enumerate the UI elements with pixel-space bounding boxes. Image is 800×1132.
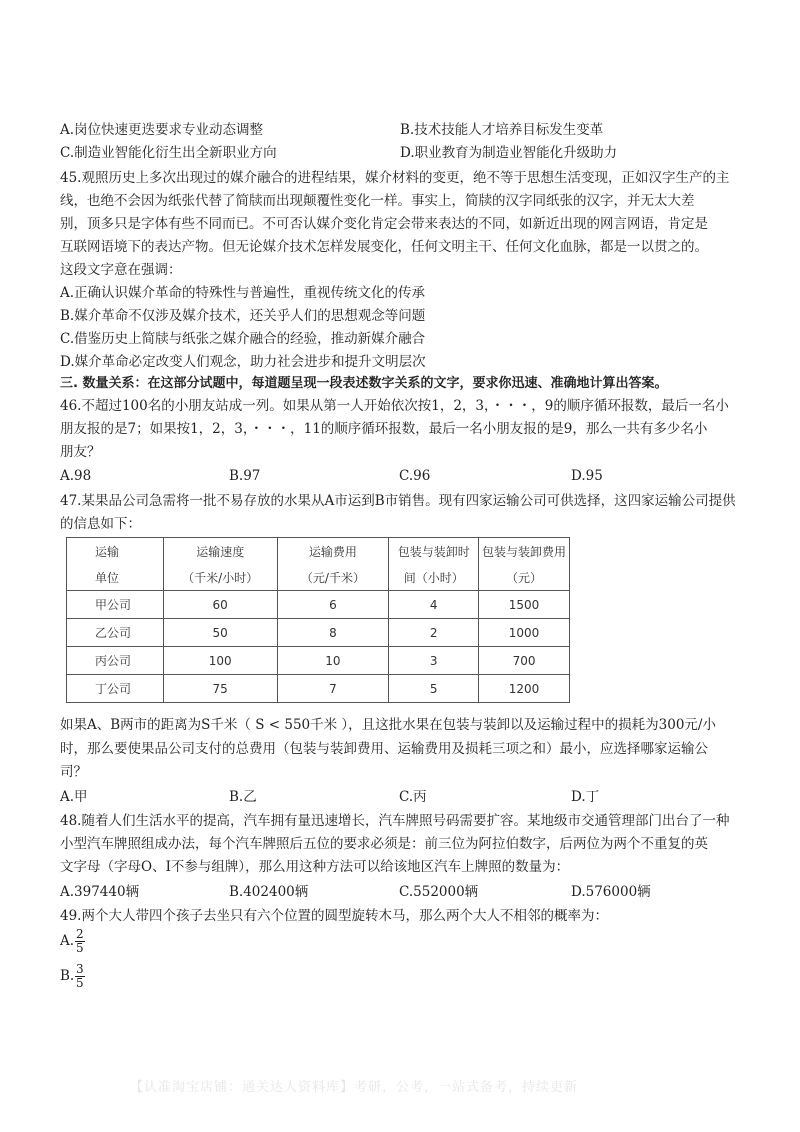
q46-option-a[interactable]: A.98: [60, 468, 92, 484]
table-cell: 7: [277, 675, 389, 703]
table-header-cell: 运输速度: [163, 538, 277, 565]
q46-option-d[interactable]: D.95: [571, 468, 603, 484]
q45-stem-line: 45.观照历史上多次出现过的媒介融合的进程结果，媒介材料的变更，绝不等于思想生活变现，正如汉字生产的主: [60, 170, 730, 186]
section-heading: 三. 数量关系：在这部分试题中，每道题呈现一段表述数字关系的文字，要求你迅速、准确地计算出答案。: [60, 376, 668, 391]
table-cell: 2: [389, 619, 479, 647]
table-cell: 700: [479, 647, 570, 675]
table-cell: 10: [277, 647, 389, 675]
q49-option-b[interactable]: [60, 966, 74, 986]
q45-option-d[interactable]: D.媒介革命必定改变人们观念，助力社会进步和提升文明层次: [60, 354, 426, 370]
q44-option-a[interactable]: A.岗位快速更迭要求专业动态调整: [60, 122, 264, 138]
q47-option-b[interactable]: B.乙: [229, 789, 257, 805]
q47-condition-line: 如果A、B两市的距离为S千米（ S < 550千米 ），且这批水果在包装与装卸以及运输过程中的损耗为300元/小: [60, 717, 716, 733]
table-cell: 8: [277, 619, 389, 647]
table-header-cell: 运输费用: [277, 538, 389, 565]
q48-option-c[interactable]: C.552000辆: [399, 884, 479, 900]
q46-option-c[interactable]: C.96: [399, 468, 431, 484]
q48-option-b[interactable]: B.402400辆: [229, 884, 309, 900]
q45-stem-line: 别，顶多只是字体有些不同而已。不可否认媒介变化肯定会带来表达的不同，如新近出现的网言网语，肯定是: [60, 216, 708, 232]
table-cell: 3: [389, 647, 479, 675]
table-header-row: [67, 538, 570, 565]
q47-option-c[interactable]: C.丙: [399, 789, 427, 805]
q45-option-a[interactable]: A.正确认识媒介革命的特殊性与普遍性，重视传统文化的传承: [60, 285, 426, 301]
q44-option-b[interactable]: B.技术技能人才培养目标发生变革: [400, 122, 604, 138]
table-cell: 50: [163, 619, 277, 647]
q46-stem-line: 朋友？: [60, 444, 101, 460]
table-header-cell: 包装与装卸时: [389, 538, 479, 565]
table-header-cell: （元）: [479, 564, 570, 591]
q47-option-a[interactable]: A.甲: [60, 789, 88, 805]
table-row: [67, 675, 570, 703]
table-cell: 6: [277, 591, 389, 619]
fraction-denominator: 5: [76, 976, 84, 990]
q47-stem-line: 47.某果品公司急需将一批不易存放的水果从A市运到B市销售。现有四家运输公司可供选择，这四家运输公司提供: [60, 493, 736, 509]
table-cell: 4: [389, 591, 479, 619]
table-cell: 丙公司: [67, 647, 164, 675]
table-row: [67, 647, 570, 675]
table-header-row: [67, 564, 570, 591]
fraction-numerator: 3: [76, 962, 84, 976]
table-cell: 乙公司: [67, 619, 164, 647]
q48-stem-line: 小型汽车牌照组成办法，每个汽车牌照后五位的要求必须是：前三位为阿拉伯数字，后两位为两个不重复的英: [60, 836, 708, 852]
q46-stem-line: 朋友报的是7；如果按1，2，3，・・・，11的顺序循环报数，最后一名小朋友报的是9，那么一共有多少名小: [60, 421, 708, 437]
q44-option-d[interactable]: D.职业教育为制造业智能化升级助力: [400, 145, 618, 161]
q47-condition-line: 司？: [60, 764, 87, 780]
q47-condition-line: 时，那么要使果品公司支付的总费用（包装与装卸费用、运输费用及损耗三项之和）最小，应选择哪家运输公: [60, 741, 708, 757]
table-header-cell: 包装与装卸费用: [479, 538, 570, 565]
q49-stem-line: 49.两个大人带四个孩子去坐只有六个位置的圆型旋转木马，那么两个大人不相邻的概率为：: [60, 908, 608, 924]
option-label: B.: [60, 968, 75, 984]
q48-option-a[interactable]: A.397440辆: [60, 884, 140, 900]
table-cell: 1200: [479, 675, 570, 703]
q48-stem-line: 文字母（字母O、I不参与组牌），那么用这种方法可以给该地区汽车上牌照的数量为：: [60, 859, 570, 875]
q48-option-d[interactable]: D.576000辆: [571, 884, 651, 900]
table-cell: 60: [163, 591, 277, 619]
q46-option-b[interactable]: B.97: [229, 468, 261, 484]
transport-info-table: [66, 537, 570, 703]
fraction-numerator: 2: [76, 927, 84, 941]
table-row: [67, 591, 570, 619]
q49-option-a-fraction: [75, 928, 85, 955]
q48-stem-line: 48.随着人们生活水平的提高，汽车拥有量迅速增长，汽车牌照号码需要扩容。某地级市交通管理部门出台了一种: [60, 813, 730, 829]
q45-stem-line: 这段文字意在强调：: [60, 262, 182, 278]
q44-option-c[interactable]: C.制造业智能化衍生出全新职业方向: [60, 145, 277, 161]
table-cell: 甲公司: [67, 591, 164, 619]
q45-stem-line: 线，也绝不会因为纸张代替了简牍而出现颠覆性变化一样。事实上，简牍的汉字同纸张的汉字，并无太大差: [60, 193, 695, 209]
fraction-denominator: 5: [76, 941, 84, 955]
table-cell: 1500: [479, 591, 570, 619]
table-cell: 100: [163, 647, 277, 675]
table-cell: 丁公司: [67, 675, 164, 703]
q47-option-d[interactable]: D.丁: [571, 789, 600, 805]
q45-option-c[interactable]: C.借鉴历史上简牍与纸张之媒介融合的经验，推动新媒介融合: [60, 331, 426, 347]
table-cell: 75: [163, 675, 277, 703]
table-header-cell: 间（小时）: [389, 564, 479, 591]
table-header-cell: 运输: [67, 538, 164, 565]
option-label: A.: [60, 933, 75, 949]
q45-stem-line: 互联网语境下的表达产物。但无论媒介技术怎样发展变化，任何文明主干、任何文化血脉，都是一以贯之的。: [60, 239, 708, 255]
table-cell: 5: [389, 675, 479, 703]
table-header-cell: 单位: [67, 564, 164, 591]
table-header-cell: （元/千米）: [277, 564, 389, 591]
table-row: [67, 619, 570, 647]
q46-stem-line: 46.不超过100名的小朋友站成一列。如果从第一人开始依次按1，2，3，・・・，9的顺序循环报数，最后一名小: [60, 398, 729, 414]
q45-option-b[interactable]: B.媒介革命不仅涉及媒介技术，还关乎人们的思想观念等问题: [60, 308, 426, 324]
footer-watermark: 【认准淘宝店铺：通关达人资料库】考研，公考，一站式备考，持续更新: [130, 1080, 579, 1095]
q49-option-a[interactable]: [60, 931, 74, 951]
table-header-cell: （千米/小时）: [163, 564, 277, 591]
q47-stem-line: 的信息如下：: [60, 516, 141, 532]
table-cell: 1000: [479, 619, 570, 647]
q49-option-b-fraction: [75, 963, 85, 990]
